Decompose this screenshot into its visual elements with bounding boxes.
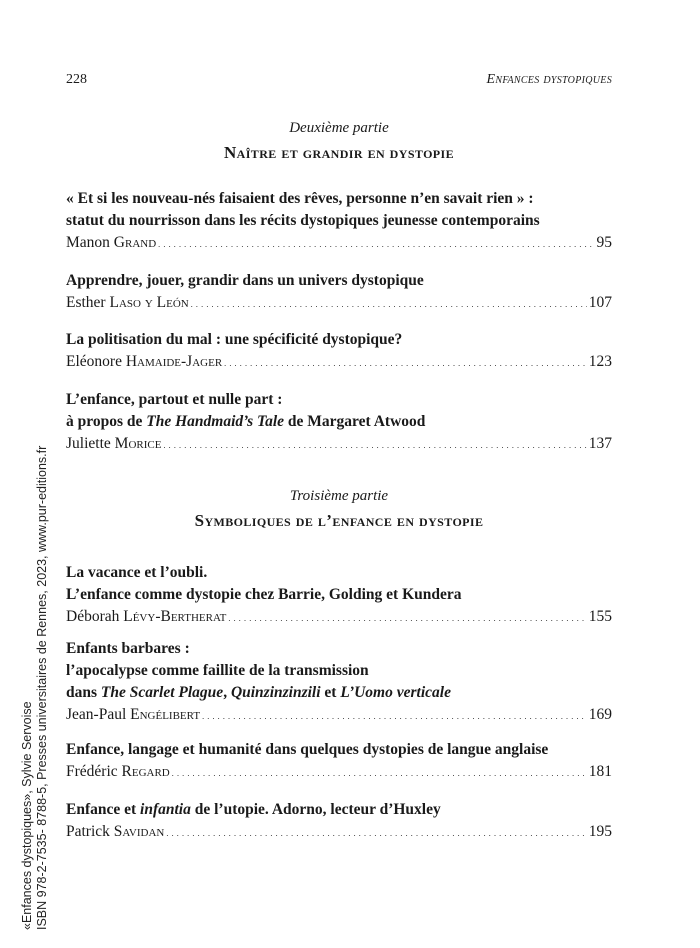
page-ref: 181 <box>588 763 612 780</box>
toc-entry-8[interactable] <box>66 799 612 845</box>
entry-title: l’apocalypse comme faillite de la transmission <box>66 662 369 679</box>
sidebar-line-1: «Enfances dystopiques», Sylvie Servoise <box>20 701 34 930</box>
entry-title: dans The Scarlet Plague, Quinzinzinzili et L’Uomo verticale <box>66 684 451 701</box>
part-title-3: Symboliques de l’enfance en dystopie <box>194 511 484 530</box>
page-number: 228 <box>66 72 87 87</box>
leader-dots <box>202 706 587 728</box>
author-row <box>66 232 612 256</box>
toc-entry-6[interactable] <box>66 638 612 728</box>
leader-dots <box>166 823 586 845</box>
page-ref: 107 <box>588 294 612 311</box>
author-name: Jean-Paul Engélibert <box>66 706 201 723</box>
entry-title: L’enfance, partout et nulle part : <box>66 391 283 408</box>
entry-title: statut du nourrisson dans les récits dystopiques jeunesse contemporains <box>66 212 540 229</box>
toc-entry-1[interactable] <box>66 188 612 256</box>
leader-dots <box>172 763 587 785</box>
part-label-3: Troisième partie <box>289 488 389 504</box>
entry-title: Enfance et infantia de l’utopie. Adorno, lecteur d’Huxley <box>66 801 441 818</box>
page-ref: 155 <box>588 608 612 625</box>
page-ref: 169 <box>588 706 612 723</box>
author-row <box>66 761 612 785</box>
author-row <box>66 292 612 316</box>
entry-title: L’enfance comme dystopie chez Barrie, Golding et Kundera <box>66 586 462 603</box>
part-title-2: Naître et grandir en dystopie <box>223 143 455 162</box>
entry-title: à propos de The Handmaid’s Tale de Margaret Atwood <box>66 413 426 430</box>
page-ref: 95 <box>596 234 612 251</box>
leader-dots <box>228 608 586 630</box>
author-row <box>66 606 612 630</box>
author-name: Déborah Lévy-Bertherat <box>66 608 227 625</box>
author-name: Esther Laso y León <box>66 294 189 311</box>
toc-entry-7[interactable] <box>66 739 612 785</box>
sidebar-line-2: ISBN 978-2-7535- 8788-5, Presses universitaires de Rennes, 2023, www.pur-editions.fr <box>35 445 49 930</box>
toc-entry-3[interactable] <box>66 329 612 375</box>
leader-dots <box>163 435 586 457</box>
running-title: Enfances dystopiques <box>486 72 612 87</box>
part-label-2: Deuxième partie <box>289 120 389 136</box>
entry-title: « Et si les nouveau-nés faisaient des rêves, personne n’en savait rien » : <box>66 190 534 207</box>
page-ref: 195 <box>588 823 612 840</box>
page-ref: 137 <box>588 435 612 452</box>
author-row <box>66 704 612 728</box>
author-row <box>66 351 612 375</box>
toc-entry-5[interactable] <box>66 562 612 630</box>
leader-dots <box>224 353 587 375</box>
leader-dots <box>158 234 594 256</box>
entry-title: Enfance, langage et humanité dans quelques dystopies de langue anglaise <box>66 741 549 758</box>
entry-title: Apprendre, jouer, grandir dans un univers dystopique <box>66 272 424 289</box>
author-name: Eléonore Hamaide-Jager <box>66 353 223 370</box>
author-row <box>66 821 612 845</box>
entry-title: La vacance et l’oubli. <box>66 564 208 581</box>
entry-title: La politisation du mal : une spécificité dystopique? <box>66 331 403 348</box>
toc-entry-2[interactable] <box>66 270 612 316</box>
author-name: Juliette Morice <box>66 435 162 452</box>
toc-entry-4[interactable] <box>66 389 612 457</box>
author-row <box>66 433 612 457</box>
page-ref: 123 <box>588 353 612 370</box>
copyright-sidebar <box>20 446 50 930</box>
entry-title: Enfants barbares : <box>66 640 190 657</box>
leader-dots <box>191 294 587 316</box>
author-name: Frédéric Regard <box>66 763 170 780</box>
author-name: Patrick Savidan <box>66 823 165 840</box>
author-name: Manon Grand <box>66 234 157 251</box>
